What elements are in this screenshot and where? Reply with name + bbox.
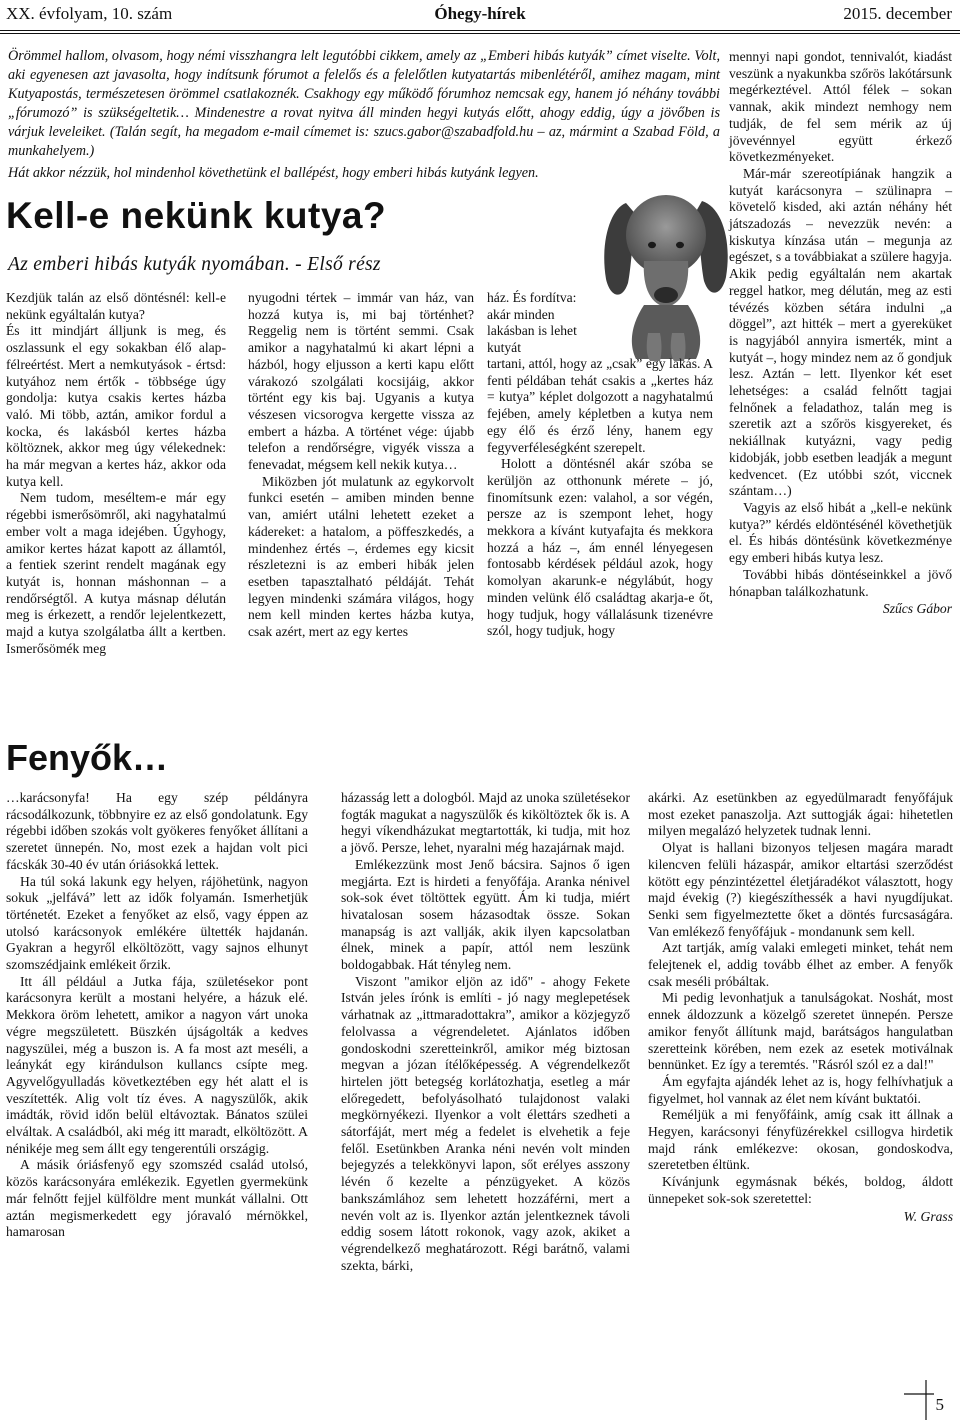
- paragraph: Reméljük a mi fenyőfáink, amíg csak itt állnak a Hegyen, karácsonyi fényfüzérekkel csillogva hirdetik majd ránk emlékezve: okosan, gondoskodva, szeretetben éltünk.: [648, 1107, 953, 1173]
- paragraph: Kívánjunk egymásnak békés, boldog, áldott ünnepeket sok-sok szeretettel:: [648, 1174, 953, 1206]
- paragraph: Nem tudom, meséltem-e már egy régebbi ismerősömről, aki nagyhatalmú ember volt a maga idejében. Úgyhogy, amikor kertes házat kapott az államtól, a fentiek szerint rendelt magának egy kutyát is, honnan máshonnan – a rendőrségtől. A kutya másnap délután meg is érkezett, a rendőr lejelentkezett, majd a kutya szolgálatba állt a kertben. Ismerősömék meg: [6, 490, 226, 656]
- paragraph: Emlékezzünk most Jenő bácsira. Sajnos ő igen megjárta. Ezt is hirdeti a fenyőfája. Aranka nénivel sok-sok évet töltöttek együtt. Ám ki tudja, miért hivatalosan sosem házasodtak össze. Sokan manapság is azt vallják, akik ilyen kapcsolatban élnek, minek a papír, attól nem leszünk boldogabbak. Hát tényleg nem.: [341, 856, 630, 973]
- article-subtitle: Az emberi hibás kutyák nyomában. - Első rész: [8, 254, 381, 275]
- article-column-2: [341, 790, 630, 1274]
- article-intro: [8, 47, 720, 183]
- issue-date: 2015. december: [843, 4, 952, 23]
- intro-paragraph: Hát akkor nézzük, hol mindenhol követhetünk el ballépést, hogy emberi hibás kutyánk legyen.: [8, 165, 539, 182]
- intro-paragraph: Örömmel hallom, olvasom, hogy némi visszhangra lelt legutóbbi cikkem, amely az „Emberi hibás kutyák” címet viselte. Volt, aki egyenesen azt javasolta, hogy indítsunk fórumot a felelős és a felelőtlen kutyatartás mibenlétéről, amihez magam, mint Kutyapostás, természetesen örömmel csatlakoznék. Csakhogy egy működő fórumhoz nemcsak egy, hanem jó néhány további „fórumozó” is szükségeltetik… Mindenestre a rovat nyitva áll minden hegyi kutyás előtt, ahogy eddig, úgy a jövőben is várjuk leveleiket. (Talán segít, ha megadom e-mail címemet is: szucs.gabor@szabadfold.hu – az, mármint a Szabad Föld, a munkahelyem.): [8, 48, 720, 159]
- paragraph: Ha túl soká lakunk egy helyen, rájöhetünk, nagyon sokuk „jelfává” lett az idők folyamán. Ismerhetjük történetét. Ezeket a fenyőket az első, vagy éppen az utolsó karácsonyok emlékére ültették hajdanán. Gyakran a hegyről elköltözött, vagy sajnos elhunyt szomszédjaink emlékeit őrzik.: [6, 873, 308, 973]
- paragraph: Miközben jót mulatunk az egykorvolt funkci esetén – amiben minden benne van, amiért utálni lehetett ezeket a kádereket: a hatalom, a pöffeszkedés, a mindenhez értés –, érdemes egy kicsit részletezni is az emberi hibák jelen esetben tapasztalható példáját. Tehát legyen mindenki számára világos, hogy nem kell minden kertes házba kutya, csak azért, mert az egy kertes: [248, 473, 474, 640]
- article-column-3: [487, 356, 713, 640]
- cross-corner-icon: [904, 1380, 934, 1420]
- paragraph: A másik óriásfenyő egy szomszéd család utolsó, közös karácsonyára emlékezik. Egyetlen gyermekünk már felnőtt fejjel külföldre ment munkát vállalni. Ott aztán megismerkedett egy jóravaló mérnökkel, hamarosan: [6, 1157, 308, 1240]
- paragraph: házasság lett a dologból. Majd az unoka születésekor fogták magukat a nagyszülők és kiköltöztek ők is. A hegyi víkendházukat megtartották, ki tudja, mit hoz a jövő. Persze, lehet, nyaralni még hazajárnak majd.: [341, 790, 630, 856]
- paragraph: Kezdjük talán az első döntésnél: kell-e nekünk egyáltalán kutya?: [6, 290, 226, 322]
- paragraph: Itt áll például a Jutka fája, születésekor pont karácsonyra került a mostani helyére, a házuk elé. Mekkora öröm lehetett, amikor a nagyon várt unoka végre megszületett. Büszkén újságolták a kedves nagyszülei, még a buszon is. A fa most azt meséli, a leánykát egy kirándulson kullancs csípte meg. Agyvelőgyulladás következtében egy hét alatt el is veszítették. Alig volt tíz éves. A nagyszülők, akik imádták, rövid időn belül eltávoztak. Bánatos szülei elváltak. A családból, aki még itt maradt, elköltözött. A nénikéje meg sem állt egy tengerentúli országig.: [6, 973, 308, 1156]
- paragraph: További hibás döntéseinkkel a jövő hónapban találkozhatunk.: [729, 566, 952, 599]
- paragraph: ház. És fordítva: akár minden lakásban is lehet kutyát: [487, 290, 577, 356]
- paragraph: Már-már szereotípiának hangzik a kutyát karácsonyra – szülinapra – követelő kisded, aki aztán néhány hét játszadozás – nevezzük nevén: a kiskutya kínzása után – megunja az egészet, s a továbbiakat a szülere hagyja. Akik pedig egyáltalán nem akartak reggel hatkor, meg délután, meg az esti tévézés közben sétára indulni „a döggel”, azt hitték – mert a gyereküket is nagyjából annyira ismerték, mint a kutyát –, hogy mindez nem az ő gondjuk lesz. Aztán – lett. Ilyenkor két eset lehetséges: a család felnőtt tagjai felnőnek a feladathoz, talán meg is szeretik azt a szőrös kisgyereket, és nekiállnak kutyázni, vagy pedig kidobják, jobb esetben leadják a megunt kedvencet. (Ez utóbbi szót, viccnek szántam…): [729, 165, 952, 499]
- paragraph: nyugodni tértek – immár van ház, van hozzá kutya is, mi baj történhet? Reggelig nem is történt semmi. Csak amikor a nagyhatalmú ki akart lépni a házból, hogy eljusson a kerti kapu előtt várakozó szolgálati kocsijáig, akkor történt egy kis baj. Ugyanis a kutya vészesen vicsorogva kergette vissza az embert a házba. A történet vége: újabb telefon a rendőrségre, vigyék vissza a fenevadat, mégsem kell nekik kutya…: [248, 290, 474, 473]
- header-divider-thin: [0, 33, 960, 34]
- paragraph: Viszont "amikor eljön az idő" - ahogy Fekete István jeles írónk is említi - jó nagy meglepetések várhatnak az „ittmaradottakra”, amikor a közjegyző felolvassa a végrendeletet. Ajánlatos időben gondoskodni szeretteinkről, amikor még biztosan megvan a józan ítélőképesség. A végrendelkezőt hirtelen jött betegség korlátozhatja, esetleg a már előregedett, befolyásolható tulajdonost valaki megkörnyékezi. Ilyenkor a volt élettárs szedheti a sátorfáját, mert még a fedelet is elvehetik a feje felől. Esetünkben Aranka néni nevén volt minden bejegyzés a telekkönyvi lapon, sőt erélyes asszony lévén ő kezelte a pénzügyeket. A közös bankszámlához sem lehetett hozzáférni, mert a nevén volt az is. Ilyenkor aztán jelentkeznek távoli eddig sosem látott rokonok, vagy azok, akiket a végrendelkező meghatározott. Régi barátnő, valami szekta, bárki,: [341, 973, 630, 1273]
- page-number: 5: [935, 1395, 944, 1414]
- article-column-1: [6, 790, 308, 1241]
- article-column-2: [248, 290, 474, 641]
- article-column-4: [729, 49, 952, 618]
- author-signature: W. Grass: [903, 1208, 953, 1224]
- paragraph: Holott a döntésnél akár szóba se kerüljön az otthonunk mérete – jó, finomítsunk ezen: valahol, a sor végén, persze az is szempont lehet, hogy mekkora a kívánt kutyafajta és mekkora hozzá a ház –, ám ennél lényegesen fontosabb kérdések például azok, hogy komolyan akarunk-e négylábút, hogy minden velünk élő családtag akarja-e őt, hogy tudjuk, hogy vállalásunk tizenévre szól, hogy tudjuk, hogy: [487, 456, 713, 639]
- paragraph: Azt tartják, amíg valaki emlegeti minket, tehát nem felejtenek el, addig tovább élhet az ember. A fenyők csak meséli próbáltak.: [648, 940, 953, 989]
- volume-issue: XX. évfolyam, 10. szám: [6, 4, 173, 23]
- puppy-photo: [592, 183, 740, 363]
- article-column-3: [648, 790, 953, 1225]
- article-title: Kell-e nekünk kutya?: [6, 195, 387, 236]
- article-column-3-top: [487, 290, 582, 357]
- paragraph: mennyi napi gondot, tennivalót, kiadást veszünk a nyakunkba szőrös lakótársunk megérkeztével. Attól félek – sokan vannak, akik mindezt nemhogy nem tudják, de fel sem mérik az új jövevénnyel együtt érkező következményeket.: [729, 49, 952, 165]
- paragraph: Ám egyfajta ajándék lehet az is, hogy felhívhatjuk a figyelmet, hol vannak az élet nem kívánt buktatói.: [648, 1073, 953, 1106]
- paragraph: Vagyis az első hibát a „kell-e nekünk kutya?” kérdés eldöntésénél követhetjük el. És hibás döntésünk következménye egy emberi hibás kutya lesz.: [729, 499, 952, 566]
- paragraph: tartani, attól, hogy az „csak” egy lakás. A fenti példában tehát csakis a „kertes ház = kutya” képlet dolgozott a nagyhatalmú fejében, amely képletben a kutya nem egy élő és érző lény, hanem egy fegyverféleségként szerepelt.: [487, 356, 713, 455]
- header-divider: [0, 30, 960, 31]
- article-title: Fenyők…: [6, 737, 169, 778]
- newspaper-name: Óhegy-hírek: [434, 4, 526, 23]
- paragraph: akárki. Az esetünkben az egyedülmaradt fenyőfájuk most ezeket panaszolja. Azt suttogják ágai: hihetetlen milyen megalázó helyzetek tudnak lenni.: [648, 790, 953, 839]
- page-header: [0, 0, 960, 32]
- paragraph: Olyat is hallani bizonyos teljesen magára maradt kilencven felüli házaspár, amikor eltartási szerződést kötött egy pénzintézettel életjáradékot választott, hogy majd évekig (?) kiegészíthessék a havi nyugdíjukat. Senki sem figyelmeztette őket a döntés furcsaságára. Van emlékező fenyőfájuk - mondanunk sem kell.: [648, 840, 953, 939]
- article-column-1: [6, 290, 226, 657]
- author-signature: Szűcs Gábor: [882, 601, 952, 617]
- paragraph: Mi pedig levonhatjuk a tanulságokat. Noshát, most ennek áldozzunk a közelgő szeretet ünnepén. Persze amikor fenyőt állítunk majd, barátságos hangulatban szeretteink körében, nem ezek az esetek motiválnak bennünket. Ez így a teremtés. "Rásról szól ez a dal!": [648, 990, 953, 1073]
- paragraph: …karácsonyfa! Ha egy szép példányra rácsodálkozunk, többnyire ez az első gondolatunk. Egy régebbi időben szokás volt gyökeres fenyőket állítani a szeretet ünnepén. No, most ezek a hajdan volt pici fácskák 30-40 év után óriásokká lettek.: [6, 790, 308, 872]
- paragraph: És itt mindjárt álljunk is meg, és oszlassunk el egy sokakban élő alap-félreértést. Mert a nemkutyások - értsd: kutyához nem értők - többsége úgy gondolja: kutya csakis kertes házba való. Mi több, aztán, amikor fordul a kocka, és lakásból kertes házba költöznek, akkor meg úgy vélekednek: ha már megvan a kertes ház, akkor oda kutya kell.: [6, 323, 226, 489]
